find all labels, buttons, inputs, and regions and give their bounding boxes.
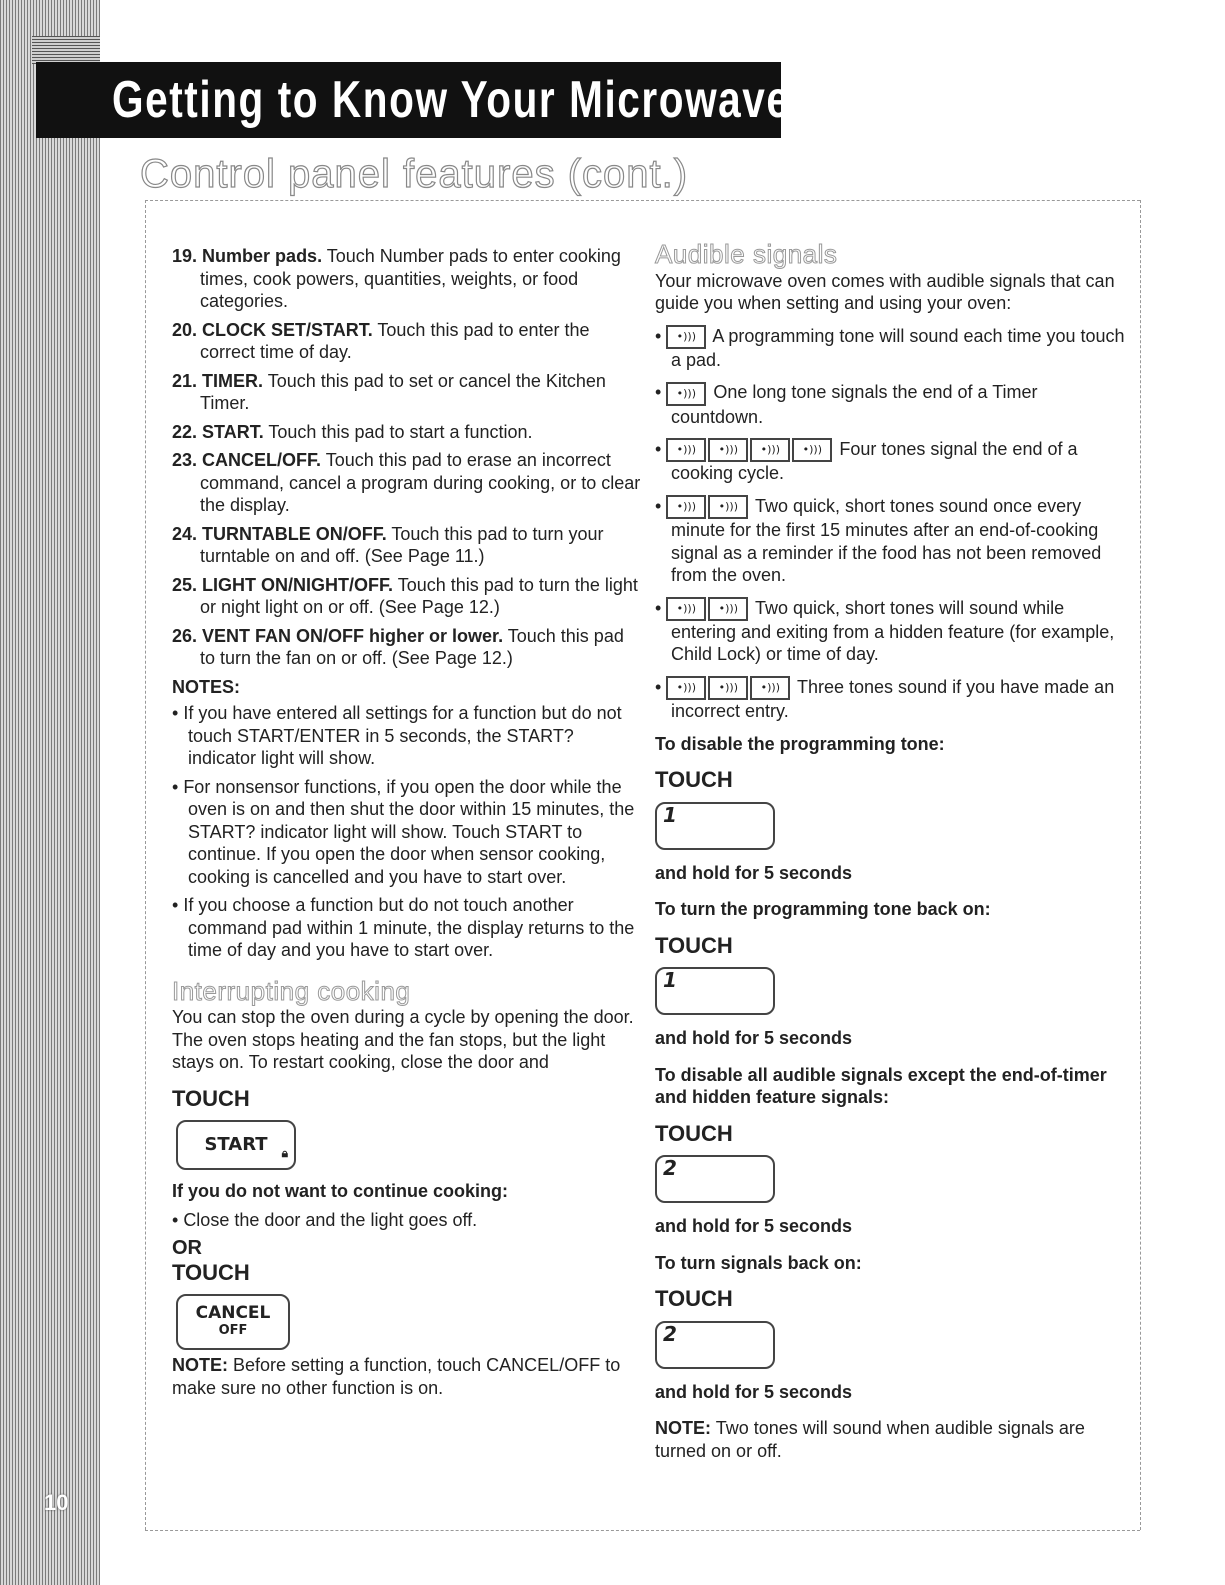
signal-item xyxy=(655,438,1125,485)
tone-icon: •))) xyxy=(666,382,706,406)
tone-icon: •))) xyxy=(708,495,748,519)
feature-name: TIMER. xyxy=(202,370,264,391)
page-subtitle: Control panel features (cont.) xyxy=(140,152,689,196)
feature-number: 19. xyxy=(172,246,198,266)
note-item-text: If you have entered all settings for a function but do not touch START/ENTER in 5 seconds, the START? indicator light will show. xyxy=(183,703,622,768)
step-heading: To turn the programming tone back on: xyxy=(655,899,991,919)
note-item xyxy=(172,776,642,889)
number-pad-2: 2 xyxy=(655,1155,775,1203)
decorative-sidebar xyxy=(0,0,100,1585)
touch-label: TOUCH xyxy=(172,1085,250,1111)
feature-desc: Touch this pad to start a function. xyxy=(268,421,533,442)
number-pad-2: 2 xyxy=(655,1321,775,1369)
tone-icon: •))) xyxy=(666,597,706,621)
audible-heading: Audible signals xyxy=(655,239,838,269)
decorative-sidebar-top xyxy=(32,36,100,64)
bullet-icon: • xyxy=(655,495,667,516)
bullet-icon: • xyxy=(655,382,667,403)
feature-number: 26. xyxy=(172,625,198,646)
cancel-pad-sublabel: OFF xyxy=(218,1323,248,1338)
feature-name: Number pads. xyxy=(202,246,323,266)
right-note xyxy=(655,1417,1125,1462)
tone-icon: •))) xyxy=(708,438,748,462)
signal-item xyxy=(655,325,1125,372)
features-list xyxy=(172,245,642,670)
feature-item xyxy=(172,319,642,364)
tone-icon: •))) xyxy=(666,676,706,700)
note-item xyxy=(172,702,642,770)
signals-list xyxy=(655,325,1125,723)
hold-instruction: and hold for 5 seconds xyxy=(655,1381,853,1402)
touch-label: TOUCH xyxy=(655,1286,733,1311)
tone-icon: •))) xyxy=(666,325,706,349)
audible-steps xyxy=(655,733,1125,1404)
signal-item xyxy=(655,597,1125,666)
tone-icon: •))) xyxy=(792,438,832,462)
step-heading: To turn signals back on: xyxy=(655,1252,862,1273)
feature-number: 25. xyxy=(172,574,198,595)
feature-item xyxy=(172,245,642,313)
number-pad-1: 1 xyxy=(655,802,775,850)
feature-item xyxy=(172,523,642,568)
cancel-off-pad xyxy=(176,1294,290,1350)
feature-desc: Touch this pad to turn your turntable on and off. (See Page 11.) xyxy=(200,523,604,566)
feature-desc: Touch this pad to enter the correct time of day. xyxy=(200,319,590,362)
bullet-icon: • xyxy=(655,439,667,459)
feature-name: CLOCK SET/START. xyxy=(202,319,373,340)
left-column xyxy=(172,245,642,1399)
bullet-icon: • xyxy=(655,676,667,697)
signal-item xyxy=(655,676,1125,723)
feature-desc: Touch this pad to erase an incorrect command, cancel a program during cooking, or to clear the display. xyxy=(200,450,641,515)
tone-icon: •))) xyxy=(666,438,706,462)
hold-instruction: and hold for 5 seconds xyxy=(655,862,853,883)
interrupting-heading: Interrupting cooking xyxy=(172,975,411,1006)
no-continue-heading: If you do not want to continue cooking: xyxy=(172,1181,508,1201)
bullet-icon: • xyxy=(172,1209,184,1230)
feature-item xyxy=(172,370,642,415)
start-pad xyxy=(176,1120,296,1170)
close-bullet xyxy=(172,1209,642,1232)
feature-name: CANCEL/OFF. xyxy=(202,450,322,470)
page-title: Getting to Know Your Microwave Oven xyxy=(112,71,912,129)
feature-item xyxy=(172,574,642,619)
bullet-icon: • xyxy=(172,895,184,915)
signal-text: One long tone signals the end of a Timer countdown. xyxy=(671,382,1038,427)
signal-item xyxy=(655,495,1125,587)
lock-icon: 🔒︎ xyxy=(281,1145,288,1160)
tone-icon: •))) xyxy=(750,676,790,700)
close-bullet-text: Close the door and the light goes off. xyxy=(183,1209,478,1230)
note-item-text: If you choose a function but do not touch another command pad within 1 minute, the display returns to the time of day and you have to start over. xyxy=(183,895,635,960)
tone-icon: •))) xyxy=(666,495,706,519)
touch-label: TOUCH xyxy=(655,767,733,792)
tone-icon: •))) xyxy=(708,676,748,700)
step-heading: To disable the programming tone: xyxy=(655,733,945,754)
hold-instruction: and hold for 5 seconds xyxy=(655,1028,853,1048)
feature-item xyxy=(172,421,642,444)
feature-name: VENT FAN ON/OFF higher or lower. xyxy=(202,625,504,646)
feature-name: TURNTABLE ON/OFF. xyxy=(202,523,387,544)
note-item xyxy=(172,894,642,962)
signal-item xyxy=(655,381,1125,428)
feature-number: 21. xyxy=(172,370,198,391)
signal-text: Two quick, short tones sound once every minute for the first 15 minutes after an end-of-cooking signal as a reminder if the food has not been removed from the oven. xyxy=(671,495,1102,585)
note-text: Before setting a function, touch CANCEL/OFF to make sure no other function is on. xyxy=(172,1355,621,1398)
bullet-icon: • xyxy=(655,597,667,618)
feature-number: 20. xyxy=(172,319,198,340)
tone-icon: •))) xyxy=(750,438,790,462)
frame-top-line xyxy=(145,200,1140,201)
or-label: OR xyxy=(172,1237,202,1259)
feature-desc: Touch this pad to turn the fan on or off. (See Page 12.) xyxy=(200,625,624,668)
left-note xyxy=(172,1354,642,1399)
page-number: 10 xyxy=(44,1490,69,1515)
audible-intro: Your microwave oven comes with audible signals that can guide you when setting and using your oven: xyxy=(655,270,1115,313)
touch-label: TOUCH xyxy=(655,932,733,958)
signal-text: Three tones sound if you have made an incorrect entry. xyxy=(671,676,1115,721)
feature-name: LIGHT ON/NIGHT/OFF. xyxy=(202,574,394,595)
bullet-icon: • xyxy=(172,776,184,797)
number-pad-1: 1 xyxy=(655,967,775,1015)
frame-left-line xyxy=(145,200,146,1530)
interrupting-body: You can stop the oven during a cycle by opening the door. The oven stops heating and the fan stops, but the light stays on. To restart cooking, close the door and xyxy=(172,1007,634,1072)
bullet-icon: • xyxy=(655,325,667,346)
frame-bottom-line xyxy=(145,1530,1140,1531)
feature-item xyxy=(172,449,642,517)
frame-right-line xyxy=(1140,200,1141,1530)
feature-desc: Touch Number pads to enter cooking times, cook powers, quantities, weights, or food categories. xyxy=(200,246,621,311)
touch-label: TOUCH xyxy=(655,1120,733,1146)
start-pad-label: START xyxy=(204,1133,268,1155)
touch-label: TOUCH xyxy=(172,1259,250,1285)
notes-list xyxy=(172,702,642,962)
feature-number: 22. xyxy=(172,421,198,442)
cancel-pad-label: CANCEL xyxy=(195,1303,271,1323)
feature-desc: Touch this pad to turn the light or night light on or off. (See Page 12.) xyxy=(200,574,638,617)
note-text: Two tones will sound when audible signals are turned on or off. xyxy=(655,1418,1085,1461)
tone-icon: •))) xyxy=(708,597,748,621)
note-label: NOTE: xyxy=(655,1418,711,1438)
feature-name: START. xyxy=(202,421,264,442)
signal-text: Four tones signal the end of a cooking cycle. xyxy=(671,439,1078,484)
feature-item xyxy=(172,625,642,670)
note-item-text: For nonsensor functions, if you open the door while the oven is on and then shut the door within 15 minutes, the START? indicator light will show. Touch START to continue. If you open the door when sensor cooking, cooking is cancelled and you have to start over. xyxy=(183,776,635,887)
step-heading: To disable all audible signals except the end-of-timer and hidden feature signals: xyxy=(655,1064,1107,1107)
hold-instruction: and hold for 5 seconds xyxy=(655,1216,853,1236)
feature-desc: Touch this pad to set or cancel the Kitchen Timer. xyxy=(200,370,606,413)
signal-text: A programming tone will sound each time you touch a pad. xyxy=(671,325,1125,370)
feature-number: 23. xyxy=(172,450,198,470)
right-column xyxy=(655,239,1125,1462)
notes-heading: NOTES: xyxy=(172,676,241,697)
signal-text: Two quick, short tones will sound while entering and exiting from a hidden feature (for example, Child Lock) or time of day. xyxy=(671,597,1115,665)
bullet-icon: • xyxy=(172,703,184,723)
feature-number: 24. xyxy=(172,523,198,544)
note-label: NOTE: xyxy=(172,1355,228,1375)
